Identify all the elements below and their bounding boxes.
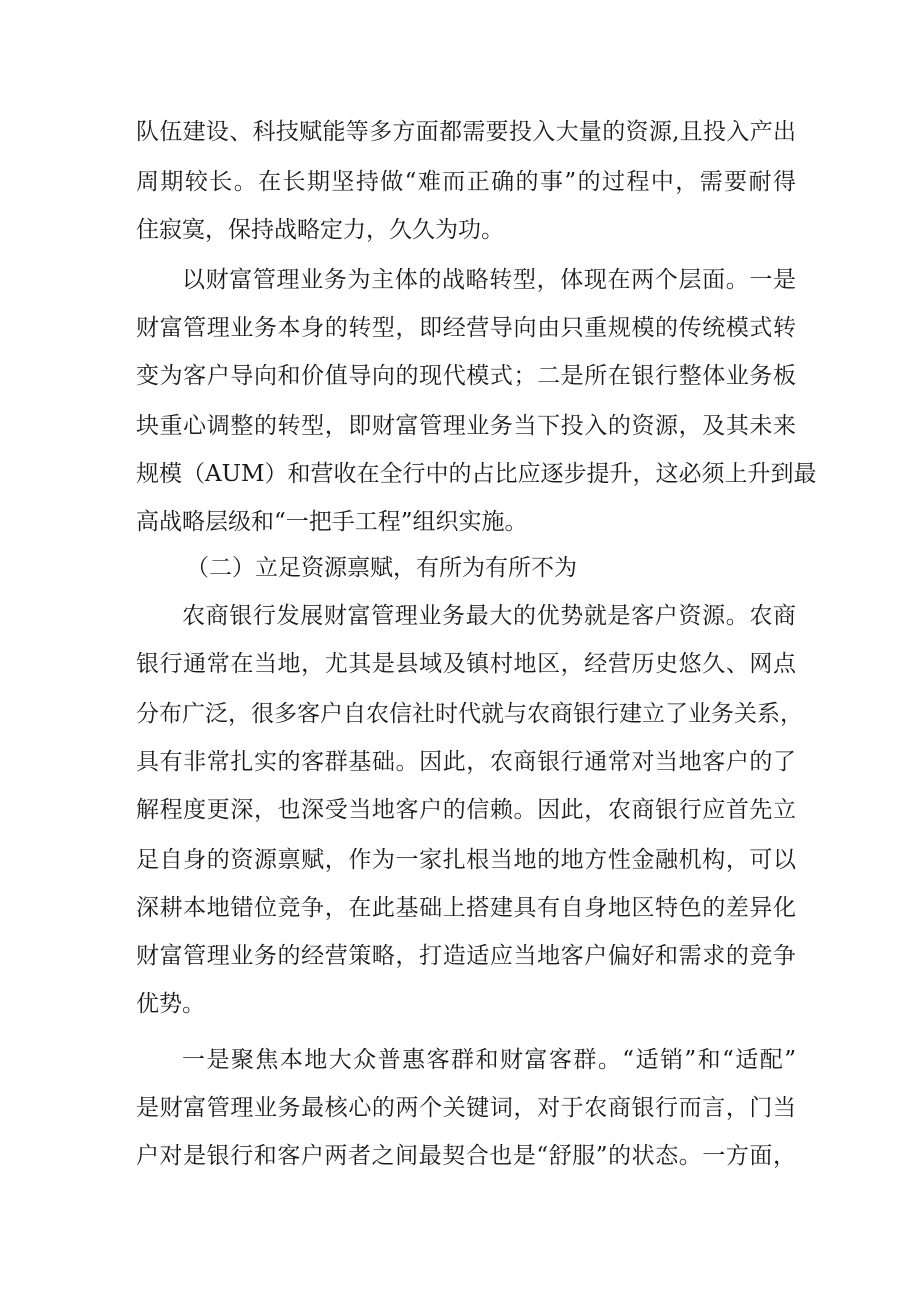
text-line: 规模（AUM）和营收在全行中的占比应逐步提升，这必须上升到最 bbox=[136, 461, 817, 487]
text-line: 银行通常在当地，尤其是县域及镇村地区，经营历史悠久、网点 bbox=[136, 651, 796, 677]
text-line: 变为客户导向和价值导向的现代模式；二是所在银行整体业务板 bbox=[136, 363, 796, 389]
text-line: 户对是银行和客户两者之间最契合也是“舒服”的状态。一方面， bbox=[136, 1143, 796, 1169]
text-line: 财富管理业务的经营策略，打造适应当地客户偏好和需求的竞争 bbox=[136, 943, 796, 969]
text-line: 优势。 bbox=[136, 991, 205, 1017]
text-line: 队伍建设、科技赋能等多方面都需要投入大量的资源,且投入产出 bbox=[136, 119, 796, 145]
text-line: 高战略层级和“一把手工程”组织实施。 bbox=[136, 509, 528, 535]
text-line: 住寂寞，保持战略定力，久久为功。 bbox=[136, 217, 504, 243]
text-line: 周期较长。在长期坚持做“难而正确的事”的过程中，需要耐得 bbox=[136, 169, 796, 195]
text-line: 具有非常扎实的客群基础。因此，农商银行通常对当地客户的了 bbox=[136, 749, 796, 775]
section-heading: （二）立足资源禀赋，有所为有所不为 bbox=[186, 555, 577, 581]
text-line: 农商银行发展财富管理业务最大的优势就是客户资源。农商 bbox=[182, 603, 796, 629]
text-line: 块重心调整的转型，即财富管理业务当下投入的资源，及其未来 bbox=[136, 413, 796, 439]
text-line: 解程度更深，也深受当地客户的信赖。因此，农商银行应首先立 bbox=[136, 797, 796, 823]
text-line: 是财富管理业务最核心的两个关键词，对于农商银行而言，门当 bbox=[136, 1095, 796, 1121]
text-line: 深耕本地错位竞争，在此基础上搭建具有自身地区特色的差异化 bbox=[136, 895, 796, 921]
text-line: 财富管理业务本身的转型，即经营导向由只重规模的传统模式转 bbox=[136, 315, 796, 341]
text-line: 足自身的资源禀赋，作为一家扎根当地的地方性金融机构，可以 bbox=[136, 847, 796, 873]
text-line: 以财富管理业务为主体的战略转型，体现在两个层面。一是 bbox=[182, 267, 796, 293]
text-line: 一是聚焦本地大众普惠客群和财富客群。“适销”和“适配” bbox=[182, 1047, 796, 1073]
text-line: 分布广泛，很多客户自农信社时代就与农商银行建立了业务关系， bbox=[136, 701, 803, 727]
